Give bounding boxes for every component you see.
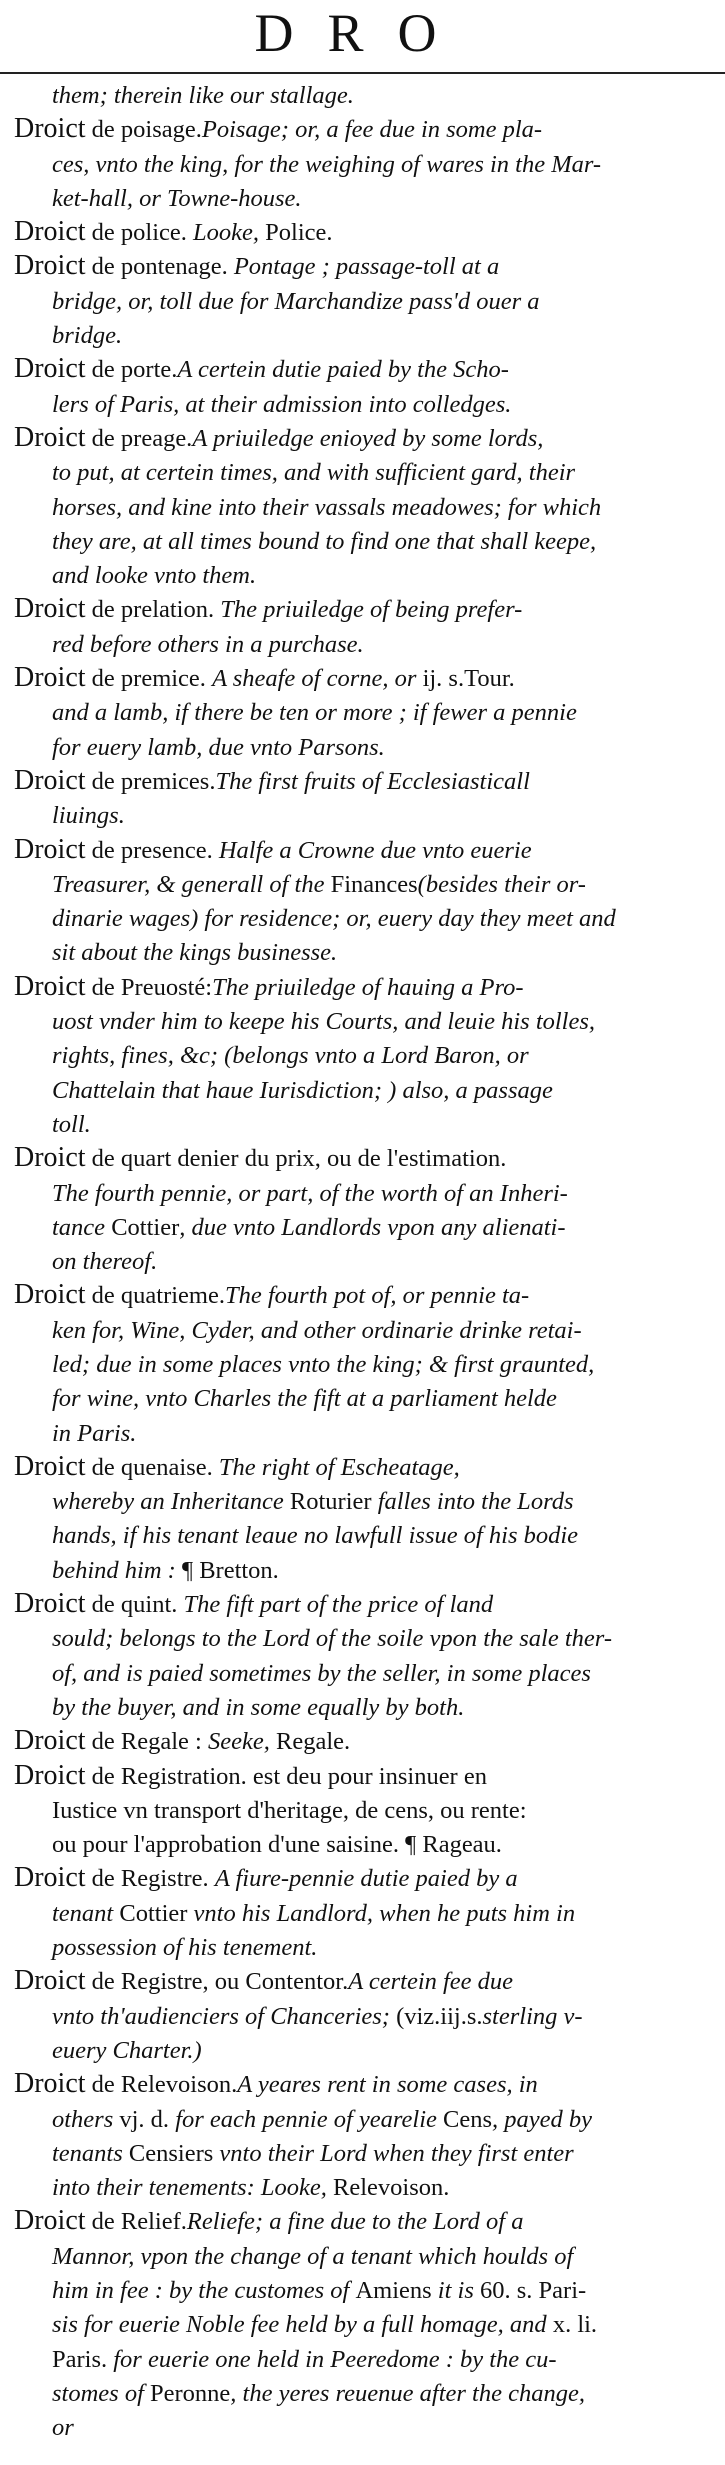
italic-text: for each pennie of yearelie <box>169 2105 444 2133</box>
roman-text: vj. d. <box>119 2105 170 2133</box>
italic-text: sit about the kings businesse. <box>52 939 338 967</box>
entry-headword: Droict <box>14 833 86 865</box>
entry-line <box>14 1518 716 1552</box>
dictionary-entry <box>14 352 716 421</box>
italic-text: The fourth pennie, or part, of the worth of an Inheri- <box>52 1179 568 1207</box>
roman-text: Cens <box>443 2105 493 2133</box>
italic-text: him in fee : by the customes of <box>52 2277 356 2304</box>
entry-line <box>14 2239 716 2273</box>
entry-line <box>14 2033 716 2067</box>
entry-line <box>14 1587 716 1621</box>
entry-line <box>14 2376 716 2410</box>
entry-headword: Droict <box>14 1142 86 1174</box>
header-rule <box>0 72 725 74</box>
entry-line <box>14 1210 716 1244</box>
entry-line <box>14 1450 716 1484</box>
entry-line <box>14 1964 716 1998</box>
italic-text: tenants <box>52 2139 129 2167</box>
italic-text: Halfe a Crowne due vnto euerie <box>218 836 532 864</box>
italic-text: them; therein like our stallage. <box>52 82 354 109</box>
roman-text: de quart denier du prix, ou de l'estimation. <box>85 1145 507 1173</box>
italic-text: The fift part of the price of land <box>183 1591 494 1619</box>
roman-text: Cottier <box>111 1213 180 1241</box>
italic-text: toll. <box>52 1110 91 1138</box>
entry-line <box>14 1724 716 1758</box>
italic-text: Reliefe; a fine due to the Lord of a <box>186 2208 524 2236</box>
entry-line <box>14 2273 716 2307</box>
entry-line <box>14 215 716 249</box>
dictionary-entry <box>14 1278 716 1449</box>
running-head: DRO <box>254 3 471 63</box>
dictionary-entry <box>14 78 716 112</box>
entry-line <box>14 490 716 524</box>
dictionary-entry <box>14 1759 716 1862</box>
entry-line <box>14 2136 716 2170</box>
italic-text: whereby an Inheritance <box>52 1488 290 1516</box>
roman-text: Police. <box>259 219 333 247</box>
entry-headword: Droict <box>14 216 86 248</box>
roman-text: de Preuosté: <box>85 973 213 1001</box>
italic-text: A yeares rent in some cases, in <box>237 2071 538 2099</box>
entry-line <box>14 284 716 318</box>
entry-line <box>14 798 716 832</box>
italic-text: vnto their Lord when they first enter <box>213 2139 574 2167</box>
roman-text: de quenaise. <box>85 1453 219 1481</box>
entry-line <box>14 730 716 764</box>
entry-line <box>14 1656 716 1690</box>
italic-text: for wine, vnto Charles the fift at a parliament helde <box>52 1385 557 1413</box>
italic-text: vnto th'audienciers of Chanceries; <box>52 2002 397 2030</box>
entry-line <box>14 558 716 592</box>
roman-text: Roturier <box>289 1488 372 1516</box>
italic-text: Mannor, vpon the change of a tenant which houlds of <box>52 2242 574 2270</box>
italic-text: red before others in a purchase. <box>52 630 364 658</box>
entry-line <box>14 1621 716 1655</box>
entry-headword: Droict <box>14 2205 86 2237</box>
entry-line <box>14 387 716 421</box>
italic-text: to put, at certein times, and with sufficient gard, their <box>52 459 576 487</box>
entry-headword: Droict <box>14 2068 86 2100</box>
italic-text: Looke, <box>193 219 260 247</box>
entry-line <box>14 1484 716 1518</box>
entry-line <box>14 524 716 558</box>
entry-line <box>14 2067 716 2101</box>
entry-headword: Droict <box>14 421 86 453</box>
entry-line <box>14 1004 716 1038</box>
italic-text: ces, vnto the king, for the weighing of wares in the Mar- <box>52 150 602 178</box>
entry-line <box>14 1827 716 1861</box>
entry-line <box>14 249 716 283</box>
entry-line <box>14 1381 716 1415</box>
entry-headword: Droict <box>14 113 86 145</box>
entry-headword: Droict <box>14 1588 86 1620</box>
italic-text: horses, and kine into their vassals meadowes; for which <box>52 493 602 521</box>
italic-text: for euery lamb, due vnto Parsons. <box>52 733 385 761</box>
entry-line <box>14 1759 716 1793</box>
entry-headword: Droict <box>14 1725 86 1757</box>
italic-text: , due vnto Landlords vpon any alienati- <box>179 1213 566 1241</box>
italic-text: behind him : <box>52 1556 182 1584</box>
entry-line <box>14 2342 716 2376</box>
dictionary-entry <box>14 421 716 592</box>
roman-text: ¶ Bretton. <box>181 1556 279 1584</box>
entry-line <box>14 1278 716 1312</box>
roman-text: de poisage. <box>85 116 202 144</box>
roman-text: de Regale : <box>85 1728 208 1756</box>
entry-headword: Droict <box>14 1450 86 1482</box>
italic-text: possession of his tenement. <box>52 1934 318 1962</box>
entry-line <box>14 695 716 729</box>
roman-text: Cottier <box>119 1899 188 1927</box>
dictionary-entry <box>14 2204 716 2444</box>
dictionary-entry <box>14 1964 716 2067</box>
roman-text: de preage. <box>85 424 193 452</box>
entry-line <box>14 1553 716 1587</box>
italic-text: rights, fines, &c; (belongs vnto a Lord Baron, or <box>52 1042 529 1070</box>
roman-text: de Registration. est deu pour insinuer en <box>85 1762 487 1790</box>
entry-line <box>14 2170 716 2204</box>
roman-text: de Registre, ou Contentor. <box>85 1968 349 1996</box>
entry-line <box>14 2307 716 2341</box>
dictionary-entry <box>14 1724 716 1758</box>
roman-text: de Registre. <box>85 1865 215 1893</box>
italic-text: for euerie one held in Peeredome : by the cu- <box>113 2345 557 2373</box>
roman-text: de presence. <box>85 836 219 864</box>
entry-headword: Droict <box>14 1279 86 1311</box>
italic-text: Treasurer, & generall of the <box>52 870 331 898</box>
entry-headword: Droict <box>14 353 86 385</box>
italic-text: and looke vnto them. <box>52 562 257 590</box>
roman-text: de pontenage. <box>85 253 234 281</box>
dictionary-entry <box>14 249 716 352</box>
roman-text: ou pour l'approbation d'une saisine. ¶ Rageau. <box>52 1831 502 1859</box>
italic-text: led; due in some places vnto the king; & first graunted, <box>52 1350 595 1378</box>
roman-text: x. li. <box>552 2311 598 2339</box>
italic-text: of, and is paied sometimes by the seller, in some places <box>52 1659 591 1687</box>
entry-line <box>14 181 716 215</box>
roman-text: Relevoison. <box>333 2174 450 2202</box>
entry-line <box>14 1176 716 1210</box>
italic-text: The fourth pot of, or pennie ta- <box>224 1282 530 1310</box>
roman-text: Regale. <box>269 1728 351 1756</box>
italic-text: Seeke, <box>207 1728 270 1756</box>
roman-text: de porte. <box>85 356 178 384</box>
dictionary-entry <box>14 661 716 764</box>
dictionary-entry <box>14 1861 716 1964</box>
entry-line <box>14 1690 716 1724</box>
entry-line <box>14 2102 716 2136</box>
italic-text: Poisage; or, a fee due in some pla- <box>201 116 543 144</box>
entry-headword: Droict <box>14 1965 86 1997</box>
entry-line <box>14 78 716 112</box>
italic-text: tenant <box>52 1899 120 1927</box>
entry-line <box>14 1141 716 1175</box>
italic-text: bridge, or, toll due for Marchandize pass'd ouer a <box>52 287 540 315</box>
dictionary-entry <box>14 1587 716 1724</box>
entry-headword: Droict <box>14 250 86 282</box>
roman-text: Iustice vn transport d'heritage, de cens, ou rente: <box>52 1796 527 1824</box>
entry-line <box>14 1999 716 2033</box>
italic-text: and a lamb, if there be ten or more ; if fewer a pennie <box>52 699 577 727</box>
entry-line <box>14 1861 716 1895</box>
roman-text: de quatrieme. <box>85 1282 225 1310</box>
roman-text: de premice. <box>85 665 213 693</box>
roman-text: Peronne <box>150 2379 231 2407</box>
italic-text: , payed by <box>492 2105 593 2133</box>
entry-line <box>14 352 716 386</box>
italic-text: (besides their or- <box>417 870 586 898</box>
entry-line <box>14 112 716 146</box>
entry-line <box>14 1793 716 1827</box>
roman-text: de police. <box>85 219 194 247</box>
roman-text: Censiers <box>128 2139 214 2167</box>
entry-headword: Droict <box>14 970 86 1002</box>
italic-text: into their tenements: Looke, <box>52 2174 334 2202</box>
italic-text: dinarie wages) for residence; or, euery day they meet and <box>52 905 616 933</box>
entry-headword: Droict <box>14 662 86 694</box>
entry-headword: Droict <box>14 593 86 625</box>
italic-text: tance <box>52 1213 112 1241</box>
italic-text: uost vnder him to keepe his Courts, and leuie his tolles, <box>52 1008 596 1036</box>
dictionary-entry <box>14 833 716 970</box>
italic-text: The first fruits of Ecclesiasticall <box>215 767 530 795</box>
entry-line <box>14 1416 716 1450</box>
entry-line <box>14 2410 716 2444</box>
italic-text: A certein dutie paied by the Scho- <box>177 356 509 384</box>
italic-text: Pontage ; passage-toll at a <box>233 253 500 281</box>
entry-line <box>14 1038 716 1072</box>
roman-text: Amiens <box>355 2277 432 2304</box>
entry-line <box>14 2204 716 2238</box>
italic-text: sterling v- <box>482 2002 583 2030</box>
italic-text: sis for euerie Noble fee held by a full homage, and <box>52 2311 553 2339</box>
italic-text: A fiure-pennie dutie paied by a <box>214 1865 518 1893</box>
dictionary-entry <box>14 764 716 833</box>
entry-line <box>14 1930 716 1964</box>
italic-text: A priuiledge enioyed by some lords, <box>192 424 544 452</box>
dictionary-entry <box>14 2067 716 2204</box>
roman-text: de premices. <box>85 767 216 795</box>
italic-text: The right of Escheatage, <box>218 1453 460 1481</box>
italic-text: by the buyer, and in some equally by both. <box>52 1693 465 1721</box>
entry-line <box>14 833 716 867</box>
italic-text: in Paris. <box>52 1419 137 1447</box>
entry-headword: Droict <box>14 764 86 796</box>
roman-text: Finances <box>330 870 418 898</box>
italic-text: A sheafe of corne, or <box>212 665 417 693</box>
italic-text: The priuiledge of being prefer- <box>220 596 523 624</box>
italic-text: it is <box>431 2277 481 2304</box>
roman-text: de quint. <box>85 1591 184 1619</box>
entry-line <box>14 455 716 489</box>
italic-text: others <box>52 2105 120 2133</box>
entry-line <box>14 1244 716 1278</box>
entry-line <box>14 592 716 626</box>
entry-line <box>14 867 716 901</box>
dictionary-entry <box>14 112 716 215</box>
entry-line <box>14 661 716 695</box>
entry-line <box>14 970 716 1004</box>
roman-text: ij. s.Tour. <box>416 665 515 693</box>
italic-text: euery Charter.) <box>52 2036 202 2064</box>
italic-text: liuings. <box>52 802 125 830</box>
italic-text: stomes of <box>52 2379 150 2407</box>
italic-text: sould; belongs to the Lord of the soile vpon the sale ther- <box>52 1625 612 1653</box>
entry-line <box>14 901 716 935</box>
italic-text: A certein fee due <box>348 1968 514 1996</box>
roman-text: de Relief. <box>85 2208 187 2236</box>
italic-text: falles into the Lords <box>371 1488 574 1516</box>
roman-text: Paris. <box>52 2345 114 2373</box>
entry-line <box>14 1896 716 1930</box>
entry-line <box>14 1313 716 1347</box>
entry-line <box>14 1073 716 1107</box>
italic-text: they are, at all times bound to find one that shall keepe, <box>52 527 597 555</box>
dictionary-entry <box>14 215 716 249</box>
italic-text: ken for, Wine, Cyder, and other ordinarie drinke retai- <box>52 1316 582 1344</box>
entry-line <box>14 147 716 181</box>
entry-line <box>14 1347 716 1381</box>
entry-line <box>14 764 716 798</box>
italic-text: hands, if his tenant leaue no lawfull issue of his bodie <box>52 1522 579 1550</box>
entry-headword: Droict <box>14 1759 86 1791</box>
entry-line <box>14 1107 716 1141</box>
dictionary-entry <box>14 592 716 661</box>
dictionary-column <box>14 78 716 2458</box>
italic-text: vnto his Landlord, when he puts him in <box>187 1899 576 1927</box>
roman-text: (viz.iij.s. <box>396 2002 483 2030</box>
italic-text: Chattelain that haue Iurisdiction; ) also, a passage <box>52 1076 553 1104</box>
italic-text: on thereof. <box>52 1248 158 1276</box>
entry-line <box>14 627 716 661</box>
italic-text: or <box>52 2414 74 2442</box>
entry-headword: Droict <box>14 1862 86 1894</box>
italic-text: The priuiledge of hauing a Pro- <box>212 973 524 1001</box>
roman-text: 60. s. Pari- <box>480 2277 587 2304</box>
dictionary-entry <box>14 970 716 1141</box>
italic-text: lers of Paris, at their admission into colledges. <box>52 390 512 418</box>
dictionary-entry <box>14 1141 716 1278</box>
italic-text: bridge. <box>52 322 123 350</box>
roman-text: de prelation. <box>85 596 221 624</box>
entry-line <box>14 935 716 969</box>
entry-line <box>14 318 716 352</box>
italic-text: ket-hall, or Towne-house. <box>52 184 302 212</box>
dictionary-entry <box>14 1450 716 1587</box>
roman-text: de Relevoison. <box>85 2071 238 2099</box>
entry-line <box>14 421 716 455</box>
italic-text: , the yeres reuenue after the change, <box>230 2379 585 2407</box>
